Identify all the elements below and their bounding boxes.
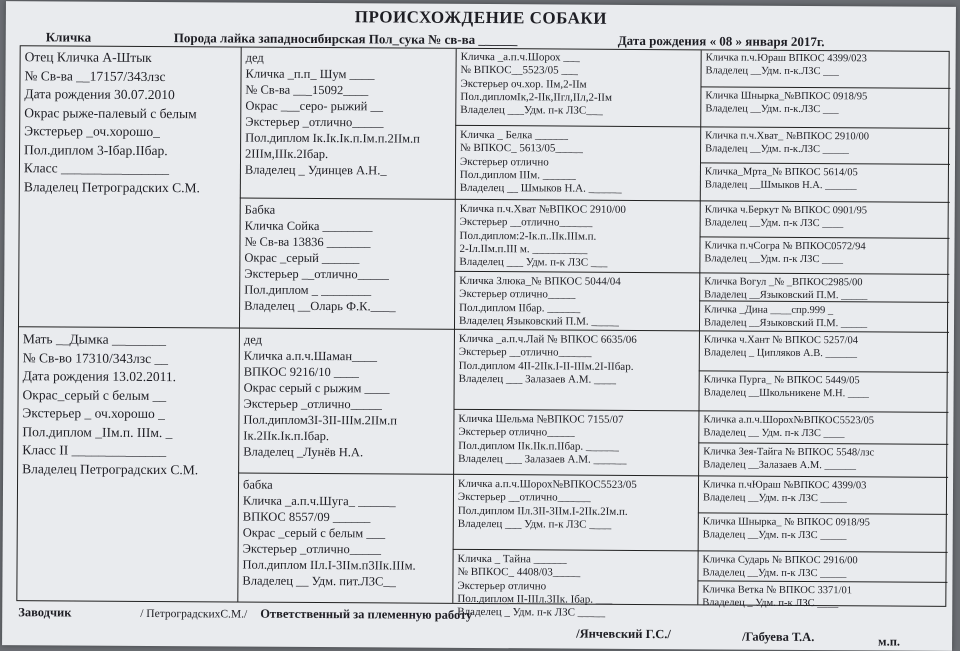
pedigree-sheet bbox=[2, 1, 956, 651]
record-line: Владелец __Удм. п-к.ЛЗС ___ bbox=[705, 102, 839, 115]
document-title: ПРОИСХОЖДЕНИЕ СОБАКИ bbox=[354, 7, 608, 28]
record-line: Пол.диплом 4II-2IIк.I-II-IIIм.2I-IIбар. bbox=[458, 359, 634, 373]
gggp-13 bbox=[699, 477, 948, 514]
record-line: Экстерьер __отлично______ bbox=[457, 491, 591, 504]
record-line: Владелец Петроградских С.М. bbox=[23, 178, 200, 195]
breed-info: Порода лайка западносибирская Пол_сука № св-ва ______ bbox=[173, 30, 518, 48]
record-line: № Св-ва ___15092____ bbox=[245, 82, 369, 98]
record-line: 2-Iл.IIм.п.III м. __________ bbox=[459, 242, 588, 256]
record-line: Дата рождения 30.07.2010 bbox=[24, 86, 175, 103]
gggp-7 bbox=[700, 274, 949, 302]
record-line: Экстерьер отлично_____ bbox=[459, 288, 576, 301]
record-line: Владелец __Языковский П.М. _____ bbox=[703, 316, 868, 329]
record-line: 2IIIм,IIIк.2Iбар. bbox=[245, 146, 329, 162]
record-line: Кличка _ Тайна ______ bbox=[457, 552, 567, 566]
record-line: Кличка Вогул _№ _ВПКОС2985/00 bbox=[704, 276, 863, 289]
record-line: Экстерьер отлично bbox=[459, 155, 549, 169]
record-line: № Св-ва 13836 _______ bbox=[244, 234, 371, 250]
gggp-6 bbox=[700, 238, 949, 274]
record-line: Владелец Петроградских С.М. bbox=[22, 460, 199, 477]
ggp-4 bbox=[455, 273, 699, 330]
record-line: Владелец _ Удинцев А.Н._ bbox=[244, 162, 387, 178]
record-line: Кличка Сойка ________ bbox=[244, 218, 373, 234]
record-line: Экстерьер _отлично_____ bbox=[242, 541, 382, 557]
maternal-grandfather-block bbox=[239, 330, 454, 474]
gggp-12 bbox=[699, 444, 948, 477]
seal-place: м.п. bbox=[878, 634, 901, 649]
record-line: Пол.диплом IIл.3II-3IIм.I-2IIк.2Iм.п. bbox=[457, 504, 628, 518]
record-line: Владелец ___Удм. п-к ЛЗС___ bbox=[460, 104, 603, 117]
record-line: Кличка_Мрта_№ ВПКОС 5614/05 bbox=[704, 166, 858, 179]
record-line: Экстерьер оч.хор. IIм,2-IIм bbox=[460, 77, 587, 91]
record-line: Кличка _а.п.ч.Шуга_ ______ bbox=[242, 493, 396, 509]
record-line: Владелец _ Удм. п-к ЛЗС ____ bbox=[702, 596, 839, 609]
record-line: Экстерьер __отлично______ bbox=[458, 346, 592, 359]
record-line: Владелец Языковский П.М. _____ bbox=[458, 314, 619, 328]
gggp-10 bbox=[699, 372, 948, 412]
record-line: Владелец __Оларь Ф.К.____ bbox=[244, 298, 396, 314]
gggp-9 bbox=[700, 332, 949, 372]
record-line: Кличка Ветка № ВПКОС 3371/01 bbox=[702, 584, 853, 597]
record-line: Владелец __Удм. п-к ЛЗС ____ bbox=[704, 216, 844, 229]
record-line: Экстерьер _ оч.хорошо _ bbox=[22, 405, 166, 422]
gggp-4 bbox=[701, 164, 950, 202]
record-line: Пол.диплом _ ________ bbox=[244, 282, 372, 298]
record-line: Окрас _серый ______ bbox=[244, 250, 360, 266]
record-line: Владелец __Удм. п-к ЛЗС _____ bbox=[702, 566, 847, 579]
record-line: дед bbox=[245, 50, 264, 65]
record-line: Экстерьер __отлично______ bbox=[459, 216, 593, 229]
record-line: Кличка _а.п.ч.Лай № ВПКОС 6635/06 bbox=[458, 332, 637, 346]
record-line: Владелец __Языковский П.М. _____ bbox=[704, 288, 868, 301]
record-line: Кличка Злюка_№ ВПКОС 5044/04 bbox=[459, 274, 621, 288]
record-line: Пол.диплом Iк.Iк.Iк.п.Iм.п.2IIм.п bbox=[245, 130, 420, 146]
record-line: Класс II ______________ bbox=[22, 442, 167, 459]
record-line: Владелец ___ Залазаев А.М. ____ bbox=[458, 372, 617, 386]
gggp-3 bbox=[701, 128, 950, 164]
record-line: дед bbox=[243, 332, 263, 347]
record-line: Кличка а.п.ч.Шаман____ bbox=[243, 348, 378, 364]
record-line: Кличка Сударь № ВПКОС 2916/00 bbox=[702, 554, 858, 567]
record-line: Экстерьер __отлично_____ bbox=[244, 266, 389, 282]
record-line: Экстерьер отлично_____ bbox=[458, 426, 575, 439]
record-line: Класс ________________ bbox=[23, 160, 170, 177]
record-line: Кличка а.п.ч.Шорох№ВПКОС5523/05 bbox=[457, 477, 637, 491]
responsible-label: Ответственный за племенную работу bbox=[260, 606, 473, 622]
mother-block bbox=[17, 328, 239, 603]
gggp-16 bbox=[698, 582, 947, 608]
record-line: № Св-ва __17157/343лзс bbox=[24, 67, 166, 84]
record-line: Владелец __Шмыков Н.А. ______ bbox=[704, 178, 857, 191]
gggp-8 bbox=[700, 302, 949, 332]
record-line: Владелец __Удм. п-к ЛЗС ____ bbox=[704, 252, 844, 265]
gggp-15 bbox=[698, 552, 947, 582]
record-line: Кличка ч.Беркут № ВПКОС 0901/95 bbox=[704, 204, 868, 217]
gggp-5 bbox=[701, 202, 950, 238]
record-line: Пол.диплом3I-3II-IIIм.2IIм.п bbox=[243, 412, 397, 428]
maternal-grandmother-block bbox=[238, 475, 453, 605]
record-line: Владелец __Удм. п-к ЛЗС _____ bbox=[702, 528, 847, 541]
record-line: № ВПКОС_ 4408/03_____ bbox=[457, 566, 581, 579]
ggp-8 bbox=[453, 551, 697, 619]
record-line: Владелец _ Ципляков А.В. ______ bbox=[703, 346, 858, 359]
record-line: Окрас серый с рыжим ____ bbox=[243, 380, 390, 396]
birth-date: Дата рождения « 08 » января 2017г. bbox=[617, 32, 825, 50]
gggp-2 bbox=[701, 88, 950, 128]
record-line: Владелец ___ Удм. п-к ЛЗС ___ bbox=[459, 256, 608, 269]
record-line: Владелец __Удм. п-к ЛЗС _____ bbox=[702, 491, 847, 504]
record-line: Владелец __ Шмыков Н.А. ______ bbox=[459, 182, 622, 196]
record-line: Кличка п.чСогра № ВПКОС0572/94 bbox=[704, 240, 866, 253]
record-line: Пол.диплом II-IIIл.3IIк. Iбар. ___ bbox=[457, 592, 613, 606]
gggp-11 bbox=[699, 412, 948, 444]
signature-1: /Янчевский Г.С./ bbox=[576, 626, 671, 642]
record-line: № Св-во 17310/343лзс __ bbox=[22, 349, 169, 366]
gggp-14 bbox=[699, 514, 948, 552]
ggp-1 bbox=[456, 49, 700, 126]
record-line: Пол.диплом IIбар. ______ bbox=[459, 301, 581, 315]
record-line: Кличка Шнырка_ № ВПКОС 0918/95 bbox=[702, 516, 870, 529]
record-line: Экстерьер _отлично_____ bbox=[245, 114, 384, 130]
record-line: Кличка _а.п.ч.Шорох ___ bbox=[460, 50, 580, 64]
record-line: Кличка п.чЮраш №ВПКОС 4399/03 bbox=[703, 479, 867, 492]
record-line: Владелец __Школьникене М.Н. ____ bbox=[703, 386, 869, 399]
breeder-label: Заводчик bbox=[18, 605, 72, 620]
record-line: Кличка _п.п_ Шум ____ bbox=[245, 66, 375, 82]
record-line: Кличка а.п.ч.Шорох№ВПКОС5523/05 bbox=[703, 414, 875, 427]
father-block bbox=[19, 46, 241, 327]
signature-2: /Габуева Т.А. bbox=[742, 629, 815, 645]
ggp-6 bbox=[454, 411, 698, 475]
record-line: Владелец __ Удм. п-к ЛЗС ____ bbox=[703, 426, 845, 439]
record-line: Пол.диплом IIIм. ______ bbox=[459, 168, 576, 182]
record-line: № ВПКОС__5523/05 ___ bbox=[460, 64, 578, 77]
record-line: Кличка п.ч.Хват_ №ВПКОС 2910/00 bbox=[705, 130, 870, 143]
record-line: Кличка п.ч.Хват №ВПКОС 2910/00 bbox=[459, 202, 626, 216]
ggp-3 bbox=[455, 201, 699, 272]
record-line: Iк.2IIк.Iк.п.Iбар. bbox=[243, 428, 330, 444]
record-line: Отец Кличка А-Штык bbox=[24, 49, 152, 65]
record-line: Мать __Дымка ________ bbox=[22, 331, 167, 348]
record-line: № ВПКОС_ 5613/05_____ bbox=[460, 142, 583, 155]
record-line: Кличка Пурга_ № ВПКОС 5449/05 bbox=[703, 374, 860, 387]
record-line: бабка bbox=[242, 477, 273, 492]
record-line: Кличка Шнырка_№ВПКОС 0918/95 bbox=[705, 90, 868, 103]
ggp-5 bbox=[454, 331, 698, 410]
record-line: Пол.дипломIк,2-IIк,IIгл,IIл,2-IIм bbox=[460, 90, 612, 104]
name-label: Кличка bbox=[45, 29, 92, 45]
record-line: ВПКОС 8557/09 ______ bbox=[242, 509, 371, 525]
record-line: Кличка _Дина ____спр.999 _ bbox=[704, 304, 834, 317]
record-line: Пол.диплом IIл.I-3IIм.п3IIк.IIIм. bbox=[242, 557, 416, 573]
paternal-grandmother-block bbox=[240, 200, 455, 329]
record-line: Владелец _Лунёв Н.А. bbox=[243, 444, 364, 460]
record-line: Владелец __Залазаев А.М. ______ bbox=[703, 458, 857, 471]
record-line: Владелец __Удм. п-к.ЛЗС _____ bbox=[705, 142, 849, 155]
record-line: Пол.диплом:2-Iк.п..IIк.IIIм.п. bbox=[459, 229, 597, 243]
record-line: Окрас ___серо- рыжий __ bbox=[245, 98, 384, 114]
record-line: Кличка ч.Хант № ВПКОС 5257/04 bbox=[703, 334, 859, 347]
record-line: Экстерьер отлично bbox=[457, 579, 547, 593]
record-line: Владелец ___ Залазаев А.М. ______ bbox=[458, 452, 627, 466]
record-line: Экстерьер _оч.хорошо_ bbox=[24, 123, 160, 140]
record-line: Окрас_серый с белым __ bbox=[22, 386, 167, 403]
gggp-1 bbox=[701, 50, 950, 88]
record-line: Окрас рыже-палевый с белым bbox=[24, 104, 197, 121]
breeder-name: / ПетроградскихС.М./ bbox=[140, 607, 248, 621]
record-line: Пол.диплом 3-Iбар.IIбар. bbox=[24, 141, 168, 158]
record-line: Владелец __Удм. п-к.ЛЗС ___ bbox=[705, 64, 839, 77]
record-line: Бабка bbox=[244, 202, 276, 217]
record-line: Владелец _ Удм. п-к ЛЗС _____ bbox=[457, 606, 606, 619]
record-line: Экстерьер _отлично_____ bbox=[243, 396, 382, 412]
record-line: Кличка _ Белка ______ bbox=[460, 128, 569, 142]
record-line: Дата рождения 13.02.2011. bbox=[22, 368, 177, 385]
record-line: Кличка Зея-Тайга № ВПКОС 5548/лзс bbox=[703, 446, 875, 459]
record-line: Владелец ___ Удм. п-к ЛЗС ____ bbox=[457, 517, 612, 531]
record-line: Окрас _серый с белым ___ bbox=[242, 525, 386, 541]
ggp-2 bbox=[456, 127, 700, 200]
record-line: Владелец __ Удм. пит.ЛЗС__ bbox=[242, 573, 396, 589]
record-line: Пол.диплом _IIм.п. IIIм. _ bbox=[22, 423, 173, 440]
record-line: ВПКОС 9216/10 ____ bbox=[243, 364, 359, 380]
record-line: Пол.диплом IIк.IIк.п.IIбар. ______ bbox=[458, 439, 619, 453]
ggp-7 bbox=[454, 476, 698, 550]
record-line: Кличка Шельма №ВПКОС 7155/07 bbox=[458, 412, 624, 426]
record-line: Кличка п.ч.Юраш ВПКОС 4399/023 bbox=[705, 52, 867, 65]
paternal-grandfather-block bbox=[241, 48, 456, 199]
